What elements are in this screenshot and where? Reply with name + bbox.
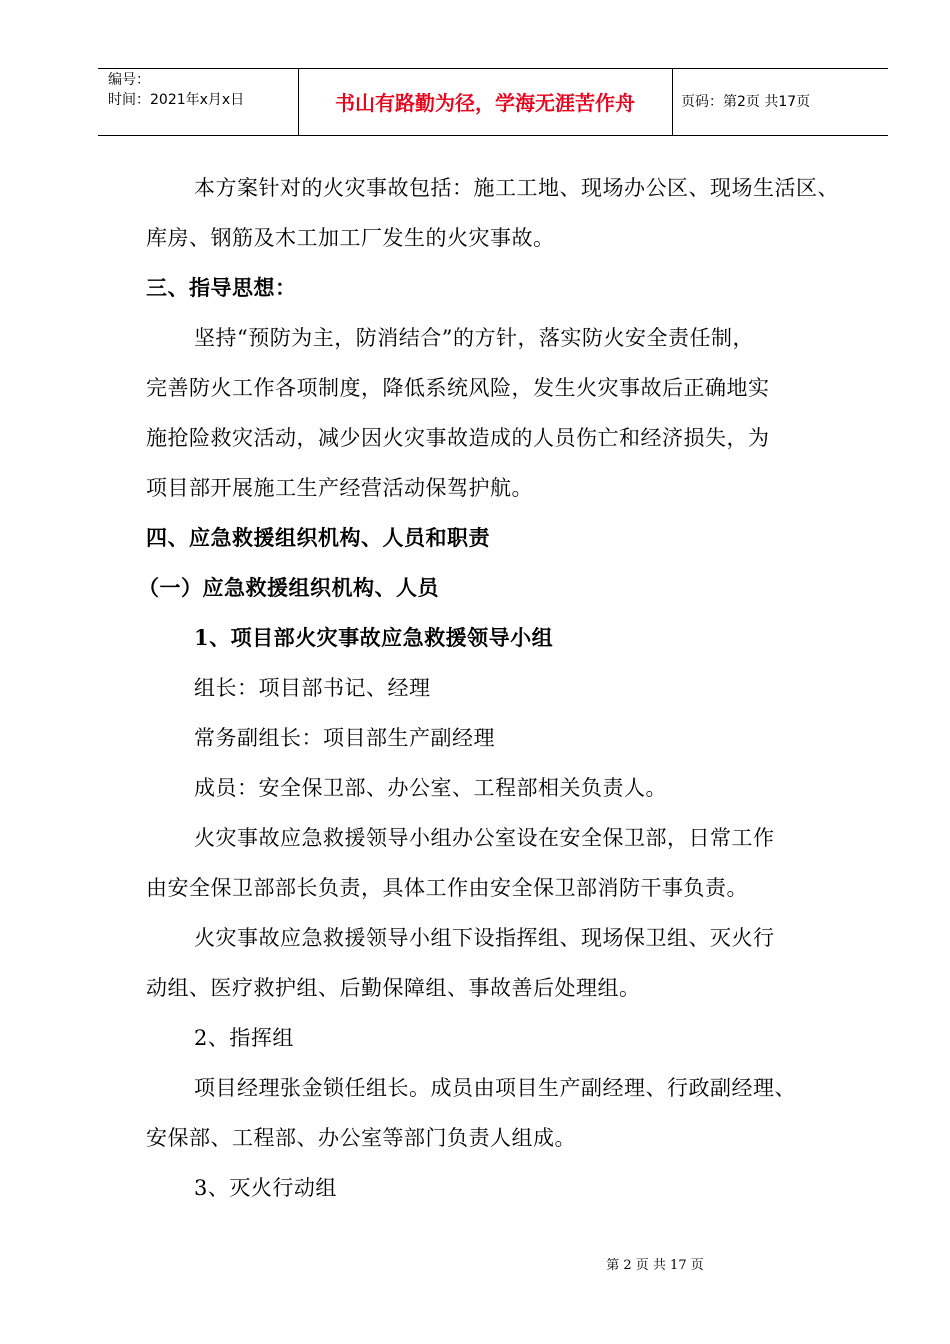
paragraph-line: 火灾事故应急救援领导小组办公室设在安全保卫部，日常工作	[194, 826, 775, 850]
paragraph-line: 施抢险救灾活动，减少因火灾事故造成的人员伤亡和经济损失，为	[146, 426, 770, 450]
paragraph-line: 项目部开展施工生产经营活动保驾护航。	[146, 476, 533, 500]
section-heading: 四、应急救援组织机构、人员和职责	[146, 525, 490, 550]
section-heading: 三、指导思想：	[146, 275, 297, 300]
paragraph-line: 动组、医疗救护组、后勤保障组、事故善后处理组。	[146, 976, 641, 1000]
header-motto: 书山有路勤为径，学海无涯苦作舟	[335, 91, 635, 115]
item-heading: 3、灭火行动组	[194, 1176, 337, 1200]
document-time-label: 时间：2021年x月x日	[108, 92, 245, 108]
item-heading: 2、指挥组	[194, 1026, 294, 1050]
header-meta-cell	[98, 69, 299, 135]
header-page-cell	[673, 69, 888, 135]
paragraph-line: 组长：项目部书记、经理	[194, 676, 431, 700]
subsection-heading: （一）应急救援组织机构、人员	[138, 575, 439, 600]
page-header	[98, 68, 888, 136]
header-motto-cell	[298, 69, 673, 135]
paragraph-line: 坚持“预防为主，防消结合”的方针，落实防火安全责任制，	[194, 326, 754, 350]
paragraph-line: 库房、钢筋及木工加工厂发生的火灾事故。	[146, 226, 555, 250]
paragraph-line: 安保部、工程部、办公室等部门负责人组成。	[146, 1126, 576, 1150]
paragraph-line: 常务副组长：项目部生产副经理	[194, 726, 495, 750]
paragraph-line: 本方案针对的火灾事故包括：施工工地、现场办公区、现场生活区、	[194, 176, 839, 200]
paragraph-line: 成员：安全保卫部、办公室、工程部相关负责人。	[194, 776, 667, 800]
header-page-code: 页码：第2页 共17页	[681, 94, 811, 110]
item-heading: 1、项目部火灾事故应急救援领导小组	[194, 625, 554, 650]
paragraph-line: 项目经理张金锁任组长。成员由项目生产副经理、行政副经理、	[194, 1076, 796, 1100]
page-footer: 第 2 页 共 17 页	[606, 1258, 704, 1273]
paragraph-line: 由安全保卫部部长负责，具体工作由安全保卫部消防干事负责。	[146, 876, 748, 900]
paragraph-line: 完善防火工作各项制度，降低系统风险，发生火灾事故后正确地实	[146, 376, 770, 400]
paragraph-line: 火灾事故应急救援领导小组下设指挥组、现场保卫组、灭火行	[194, 926, 775, 950]
document-number-label: 编号：	[108, 72, 150, 88]
